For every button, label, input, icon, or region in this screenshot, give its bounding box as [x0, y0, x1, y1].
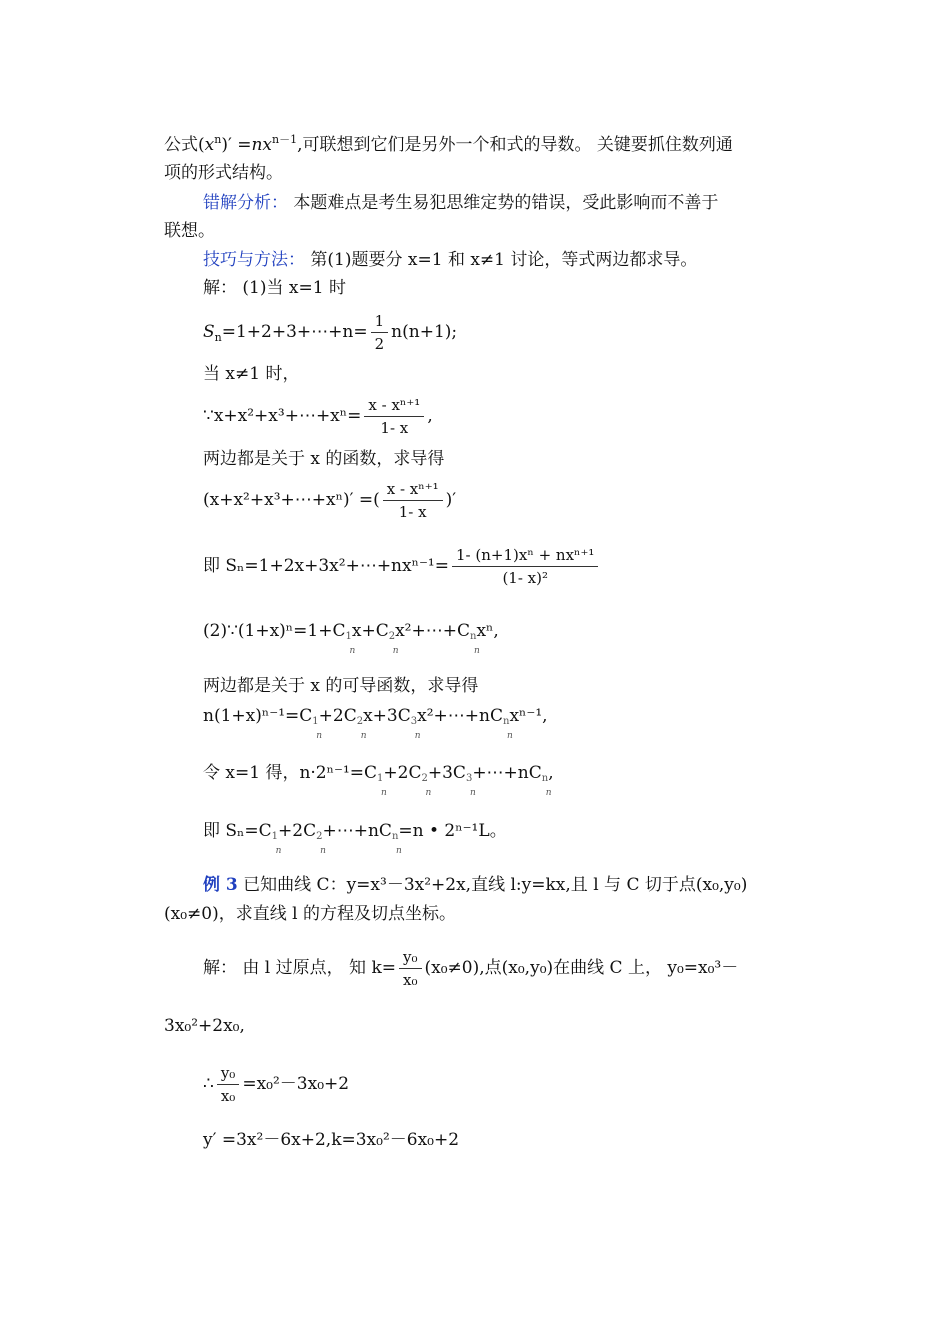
solution-1-heading: 解： (1)当 x=1 时 [203, 278, 346, 298]
ie-sn-line [203, 544, 601, 589]
exponent: n [214, 133, 222, 146]
text: xⁿ, [476, 621, 499, 641]
comb-index [541, 762, 552, 798]
numerator: y₀ [217, 1062, 240, 1085]
comb-upper: n [541, 773, 549, 784]
subscript: n [214, 331, 222, 344]
example-3-label: 例 3 [203, 875, 238, 895]
comb-upper: 1 [345, 631, 352, 642]
exponent: n－1 [272, 133, 298, 146]
var: S [203, 322, 215, 342]
comb-index [356, 705, 367, 741]
text: , [427, 406, 433, 426]
comb-upper: n [469, 631, 477, 642]
derivative-line-2 [203, 705, 548, 741]
comb-index [469, 620, 480, 656]
let-x-line [203, 762, 554, 798]
numerator: y₀ [399, 946, 422, 969]
because-sum-line [203, 394, 433, 439]
comb-index [345, 620, 356, 656]
text: 即 Sₙ=1+2x+3x²+⋯+nxⁿ⁻¹= [203, 556, 449, 576]
text: x²+⋯+C [395, 621, 470, 641]
denominator: 1- x [380, 419, 409, 437]
comb-upper: n [391, 831, 399, 842]
numerator: x - xⁿ⁺¹ [383, 478, 443, 501]
numerator: x - xⁿ⁺¹ [364, 394, 424, 417]
text: =n • 2ⁿ⁻¹ [398, 821, 479, 841]
text: ,可联想到它们是另外一个和式的导数。 关键要抓住数列通 [297, 135, 733, 155]
text: (x+x²+x³+⋯+xⁿ)′ =( [203, 490, 380, 510]
comb-index [502, 705, 513, 741]
comb-upper: 1 [271, 831, 279, 842]
error-analysis-text-cont: 联想。 [164, 221, 215, 241]
comb-index [391, 820, 402, 856]
comb-lower: n [469, 788, 476, 798]
comb-upper: 3 [410, 716, 418, 727]
formula-line-1 [164, 134, 733, 156]
denominator: (1- x)² [502, 569, 548, 587]
text: x+C [351, 621, 389, 641]
comb-index [388, 620, 399, 656]
text: +⋯+nC [322, 821, 392, 841]
text: )′ [445, 490, 457, 510]
text: 解： 由 l 过原点， 知 k= [203, 958, 397, 978]
text-line-2: 项的形式结构。 [164, 163, 283, 183]
text: 。 [489, 821, 507, 841]
example-3-text: 已知曲线 C：y=x³－3x²+2x,直线 l:y=kx,且 l 与 C 切于点(x₀,y₀) [243, 875, 748, 895]
text: x+3C [363, 706, 411, 726]
solution-3-cont: 3x₀²+2x₀, [164, 1016, 245, 1036]
therefore-line [203, 1062, 349, 1107]
comb-lower: n [425, 788, 432, 798]
denominator: x₀ [220, 1087, 236, 1105]
when-neq-line: 当 x≠1 时， [203, 364, 300, 384]
comb-lower: n [349, 646, 356, 656]
text: 公式( [164, 135, 205, 155]
numerator: 1- (n+1)xⁿ + nxⁿ⁺¹ [452, 544, 598, 567]
part-2-binomial-line [203, 620, 499, 656]
comb-lower: n [506, 731, 513, 741]
comb-lower: n [360, 731, 367, 741]
numerator: 1 [371, 310, 389, 333]
comb-lower: n [316, 731, 323, 741]
text: (2)∵(1+x)ⁿ=1+C [203, 621, 346, 641]
denominator: x₀ [403, 971, 418, 989]
comb-upper: 3 [465, 773, 473, 784]
text: n(1+x)ⁿ⁻¹=C [203, 706, 313, 726]
error-analysis-line [203, 192, 718, 214]
example-3-text-cont: (x₀≠0)，求直线 l 的方程及切点坐标。 [164, 904, 456, 924]
example-3-line [203, 874, 747, 896]
both-sides-line-2: 两边都是关于 x 的可导函数，求导得 [203, 676, 479, 696]
comb-index [377, 762, 387, 798]
text: +⋯+nC [472, 763, 542, 783]
fraction-y0-x0-2 [217, 1062, 240, 1107]
text: +2C [318, 706, 357, 726]
comb-lower: n [392, 646, 399, 656]
method-label: 技巧与方法： [203, 250, 305, 270]
error-analysis-text: 本题难点是考生易犯思维定势的错误，受此影响而不善于 [293, 193, 719, 213]
comb-index [421, 762, 432, 798]
comb-lower: n [473, 646, 480, 656]
comb-upper: n [502, 716, 510, 727]
text: n(n+1); [391, 322, 458, 342]
text: =1+2+3+⋯+n= [221, 322, 368, 342]
fraction-y0-x0 [399, 946, 422, 991]
comb-index [271, 820, 282, 856]
fraction-sn-result [452, 544, 598, 589]
fraction-geometric-2 [383, 478, 443, 523]
text: 令 x=1 得，n·2ⁿ⁻¹=C [203, 763, 378, 783]
text: x²+⋯+nC [417, 706, 503, 726]
comb-upper: 2 [421, 773, 428, 784]
error-analysis-label: 错解分析： [203, 193, 288, 213]
var: nx [251, 135, 273, 155]
therefore-symbol: ∴ [203, 1074, 214, 1094]
method-text: 第(1)题要分 x=1 和 x≠1 讨论，等式两边都求导。 [310, 250, 698, 270]
text: =x₀²－3x₀+2 [242, 1074, 350, 1094]
solution-3-line [203, 946, 738, 991]
text: xⁿ⁻¹, [509, 706, 548, 726]
text: +2C [278, 821, 317, 841]
comb-upper: 2 [388, 631, 396, 642]
text: ∵x+x²+x³+⋯+xⁿ= [203, 406, 362, 426]
comb-lower: n [381, 788, 387, 798]
comb-lower: n [320, 846, 326, 856]
stray-mark: L [478, 821, 490, 841]
method-line [203, 249, 697, 271]
text: (x₀≠0),点(x₀,y₀)在曲线 C 上， y₀=x₀³－ [424, 958, 739, 978]
comb-index [312, 705, 323, 741]
derivative-line-1 [203, 478, 456, 523]
text: )′ = [221, 135, 252, 155]
fraction-half [371, 310, 389, 355]
comb-index [316, 820, 326, 856]
comb-index [465, 762, 476, 798]
y-prime-line: y′ =3x²－6x+2,k=3x₀²－6x₀+2 [203, 1130, 460, 1150]
denominator: 1- x [398, 503, 427, 521]
comb-lower: n [395, 846, 402, 856]
both-sides-line-1: 两边都是关于 x 的函数，求导得 [203, 449, 445, 469]
comb-lower: n [275, 846, 282, 856]
text: +2C [383, 763, 422, 783]
final-sn-line [203, 820, 507, 856]
comb-lower: n [545, 788, 552, 798]
fraction-geometric [364, 394, 424, 439]
text: 即 Sₙ=C [203, 821, 272, 841]
comb-upper: 2 [316, 831, 323, 842]
var: x [204, 135, 215, 155]
comb-index [410, 705, 421, 741]
denominator: 2 [374, 335, 385, 353]
comb-upper: 1 [312, 716, 319, 727]
text: +3C [427, 763, 466, 783]
comb-lower: n [414, 731, 421, 741]
sn-formula-line [203, 310, 457, 355]
comb-upper: 2 [356, 716, 364, 727]
comb-upper: 1 [377, 773, 384, 784]
text: , [548, 763, 554, 783]
